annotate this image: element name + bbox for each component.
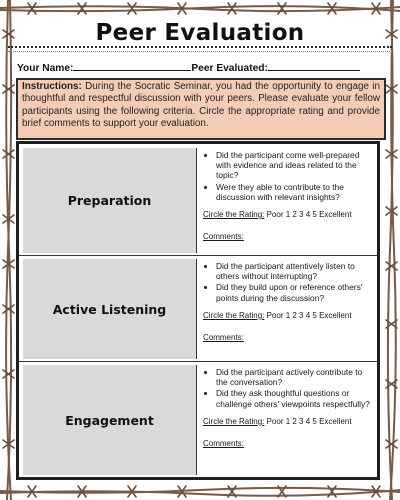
rating-label: Circle the Rating: [203,310,265,320]
rating-line [203,210,371,220]
comments-label[interactable]: Comments: [203,439,244,449]
rating-line [203,417,371,427]
rating-scale[interactable]: Poor 1 2 3 4 5 Excellent [266,310,352,320]
title-divider [8,46,392,48]
instructions-label: Instructions: [22,81,82,92]
criterion-name: Engagement [23,365,197,475]
peer-evaluated-label: Peer Evaluated: [191,63,268,74]
question-item: • Did the participant actively contribute to the conversation? [216,367,371,387]
criterion-details [203,261,371,343]
question-item: • Were they able to contribute to the discussion with relevant insights? [216,182,371,202]
question-item: • Did they ask thoughtful questions or challenge others' viewpoints respectfully? [216,388,371,408]
criterion-name: Preparation [23,148,197,253]
rating-scale[interactable]: Poor 1 2 3 4 5 Excellent [266,416,352,426]
your-name-field[interactable] [73,61,191,71]
question-list [203,367,371,409]
question-list [203,261,371,303]
evaluation-table [16,141,380,480]
instructions-box [16,78,386,140]
rating-label: Circle the Rating: [203,416,265,426]
criterion-details [203,150,371,242]
question-item: • Did they build upon or reference others' points during the discussion? [216,282,371,302]
page-title: Peer Evaluation [95,20,305,46]
criterion-details [203,367,371,449]
criterion-row-active-listening [19,255,377,362]
criterion-row-preparation [19,144,377,256]
criterion-row-engagement [19,361,377,477]
rating-scale[interactable]: Poor 1 2 3 4 5 Excellent [266,210,352,220]
rating-line [203,311,371,321]
comments-label[interactable]: Comments: [203,232,244,242]
rating-label: Circle the Rating: [203,210,265,220]
question-item: • Did the participant attentively listen to others without interrupting? [216,261,371,281]
instructions-text: During the Socratic Seminar, you had the opportunity to engage in thoughtful and respectful discussion with your peers. Please evaluate your fellow participants using the following criteria. Circle the appropriate rating and provide brief comments to support your evaluation. [22,81,380,130]
your-name-label: Your Name: [17,63,74,74]
peer-evaluated-field[interactable] [268,61,360,71]
title-divider-secondary [8,51,392,52]
comments-label[interactable]: Comments: [203,333,244,343]
question-list [203,150,371,202]
name-fields [17,61,387,74]
question-item: • Did the participant come well-prepared with evidence and ideas related to the topic? [216,150,371,181]
criterion-name: Active Listening [23,259,197,359]
